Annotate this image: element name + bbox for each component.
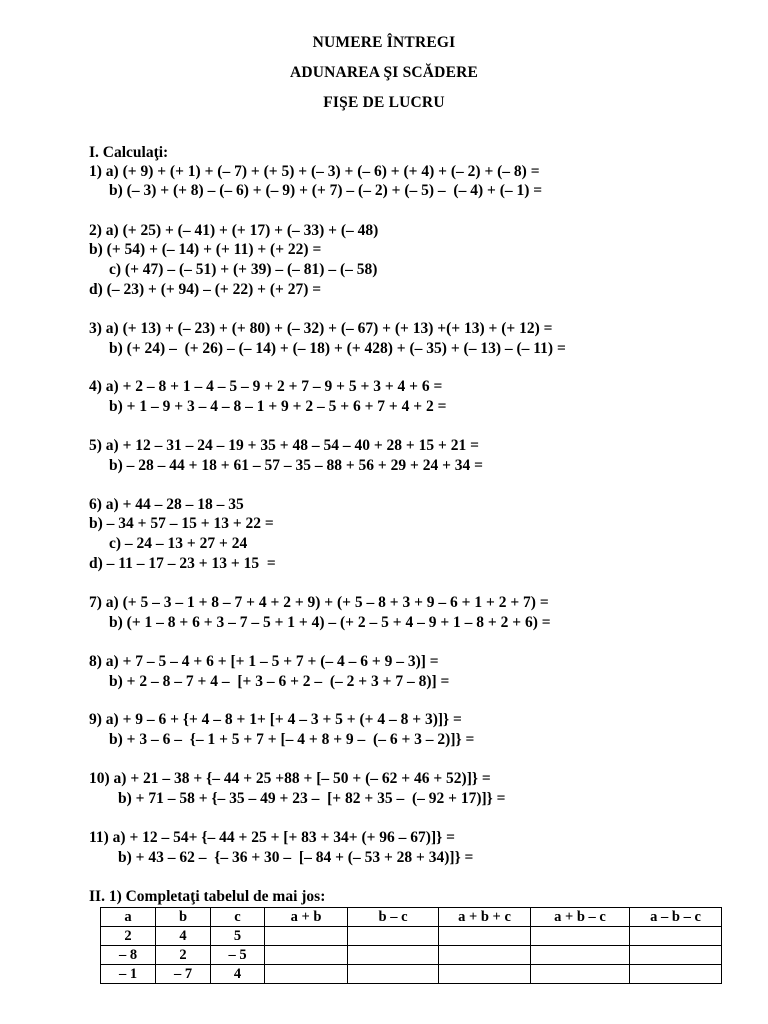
answer-cell [265, 946, 348, 965]
table-cell: 5 [211, 927, 265, 946]
completion-table [100, 907, 722, 984]
table-cell: – 8 [101, 946, 156, 965]
table-cell: 2 [156, 946, 211, 965]
exercise-line: b) + 2 – 8 – 7 + 4 – [+ 3 – 6 + 2 – (– 2 + 3 + 7 – 8)] = [109, 673, 450, 690]
exercise-line: 2) a) (+ 25) + (– 41) + (+ 17) + (– 33) + (– 48) [89, 222, 379, 239]
exercise-line: d) – 11 – 17 – 23 + 13 + 15 = [89, 555, 276, 572]
exercise-line: 3) a) (+ 13) + (– 23) + (+ 80) + (– 32) + (– 67) + (+ 13) +(+ 13) + (+ 12) = [89, 320, 553, 337]
table-row [101, 927, 722, 946]
table-header-row [101, 908, 722, 927]
exercise-line: 7) a) (+ 5 – 3 – 1 + 8 – 7 + 4 + 2 + 9) + (+ 5 – 8 + 3 + 9 – 6 + 1 + 2 + 7) = [89, 594, 549, 611]
answer-cell [348, 946, 439, 965]
answer-cell [439, 946, 531, 965]
answer-cell [531, 946, 630, 965]
column-header: a + b + c [439, 908, 531, 927]
answer-cell [531, 927, 630, 946]
column-header: b [156, 908, 211, 927]
exercise-line: c) (+ 47) – (– 51) + (+ 39) – (– 81) – (– 58) [109, 261, 378, 278]
exercise-line: b) – 28 – 44 + 18 + 61 – 57 – 35 – 88 + 56 + 29 + 24 + 34 = [109, 457, 483, 474]
column-header: a + b – c [531, 908, 630, 927]
exercise-line: b) + 1 – 9 + 3 – 4 – 8 – 1 + 9 + 2 – 5 + 6 + 7 + 4 + 2 = [109, 398, 447, 415]
table-row [101, 946, 722, 965]
column-header: b – c [348, 908, 439, 927]
exercise-line: 5) a) + 12 – 31 – 24 – 19 + 35 + 48 – 54 – 40 + 28 + 15 + 21 = [89, 437, 479, 454]
exercise-line: b) (– 3) + (+ 8) – (– 6) + (– 9) + (+ 7) – (– 2) + (– 5) – (– 4) + (– 1) = [109, 182, 543, 199]
exercise-line: b) (+ 54) + (– 14) + (+ 11) + (+ 22) = [89, 241, 322, 258]
answer-cell [348, 965, 439, 984]
table-cell: 4 [156, 927, 211, 946]
exercise-line: 8) a) + 7 – 5 – 4 + 6 + [+ 1 – 5 + 7 + (– 4 – 6 + 9 – 3)] = [89, 653, 439, 670]
table-cell: – 1 [101, 965, 156, 984]
table-cell: 2 [101, 927, 156, 946]
answer-cell [348, 927, 439, 946]
exercise-line: b) + 71 – 58 + {– 35 – 49 + 23 – [+ 82 + 35 – (– 92 + 17)]} = [118, 790, 506, 807]
worksheet-label: FIŞE DE LUCRU [323, 94, 445, 111]
answer-cell [439, 965, 531, 984]
exercise-line: 6) a) + 44 – 28 – 18 – 35 [89, 496, 244, 513]
answer-cell [439, 927, 531, 946]
column-header: a + b [265, 908, 348, 927]
answer-cell [630, 946, 722, 965]
exercise-line: d) (– 23) + (+ 94) – (+ 22) + (+ 27) = [89, 281, 322, 298]
answer-cell [531, 965, 630, 984]
exercise-line: 11) a) + 12 – 54+ {– 44 + 25 + [+ 83 + 34+ (+ 96 – 67)]} = [89, 829, 455, 846]
exercise-line: b) (+ 1 – 8 + 6 + 3 – 7 – 5 + 1 + 4) – (+ 2 – 5 + 4 – 9 + 1 – 8 + 2 + 6) = [109, 614, 551, 631]
exercise-line: 9) a) + 9 – 6 + {+ 4 – 8 + 1+ [+ 4 – 3 + 5 + (+ 4 – 8 + 3)]} = [89, 711, 462, 728]
answer-cell [630, 927, 722, 946]
column-header: a [101, 908, 156, 927]
exercise-line: b) (+ 24) – (+ 26) – (– 14) + (– 18) + (+ 428) + (– 35) + (– 13) – (– 11) = [109, 340, 566, 357]
exercise-line: c) – 24 – 13 + 27 + 24 [109, 535, 248, 552]
answer-cell [265, 927, 348, 946]
worksheet-subtitle: ADUNAREA ŞI SCĂDERE [289, 64, 479, 81]
answer-cell [265, 965, 348, 984]
exercise-line: b) – 34 + 57 – 15 + 13 + 22 = [89, 515, 274, 532]
column-header: a – b – c [630, 908, 722, 927]
exercise-line: 10) a) + 21 – 38 + {– 44 + 25 +88 + [– 50 + (– 62 + 46 + 52)]} = [89, 770, 491, 787]
exercise-line: b) + 3 – 6 – {– 1 + 5 + 7 + [– 4 + 8 + 9 – (– 6 + 3 – 2)]} = [109, 731, 475, 748]
column-header: c [211, 908, 265, 927]
answer-cell [630, 965, 722, 984]
exercise-line: 4) a) + 2 – 8 + 1 – 4 – 5 – 9 + 2 + 7 – 9 + 5 + 3 + 4 + 6 = [89, 378, 443, 395]
table-cell: – 5 [211, 946, 265, 965]
table-cell: – 7 [156, 965, 211, 984]
worksheet-title: NUMERE ÎNTREGI [312, 34, 456, 51]
section-heading: II. 1) Completaţi tabelul de mai jos: [89, 888, 326, 905]
section-heading: I. Calculaţi: [89, 144, 169, 161]
table-cell: 4 [211, 965, 265, 984]
exercise-line: b) + 43 – 62 – {– 36 + 30 – [– 84 + (– 53 + 28 + 34)]} = [118, 849, 474, 866]
table-row [101, 965, 722, 984]
exercise-line: 1) a) (+ 9) + (+ 1) + (– 7) + (+ 5) + (– 3) + (– 6) + (+ 4) + (– 2) + (– 8) = [89, 163, 540, 180]
